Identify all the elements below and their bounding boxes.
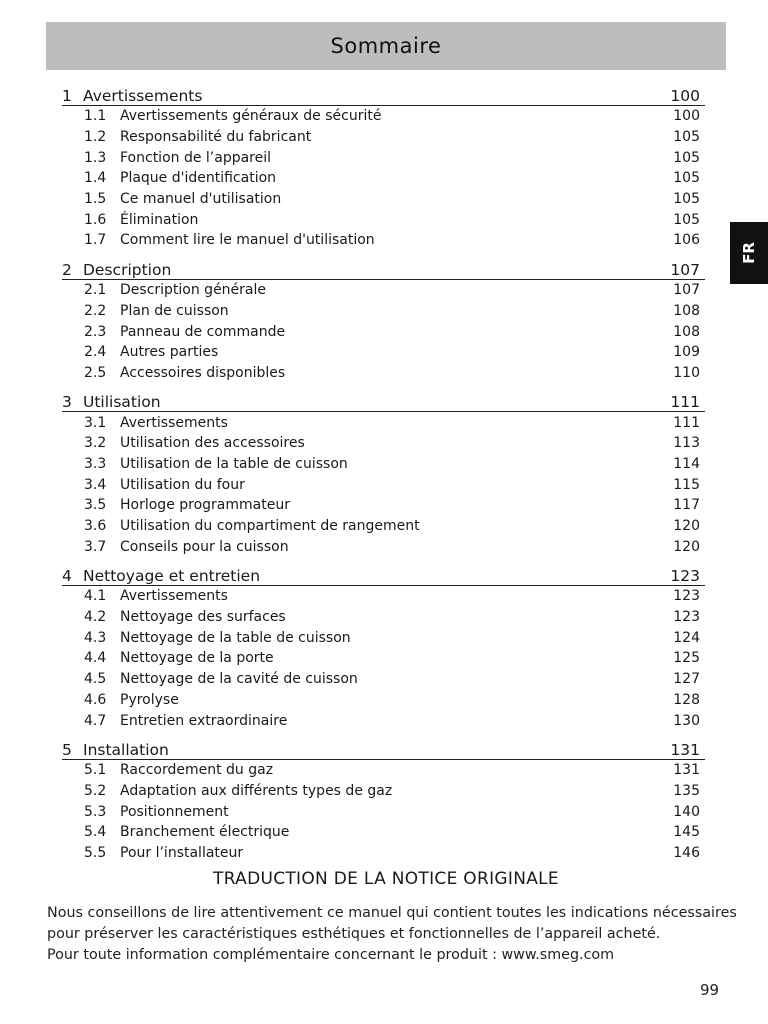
- toc-item-page: 105: [673, 129, 700, 146]
- toc-item-page: 123: [673, 588, 700, 605]
- toc-item-title: Branchement électrique: [120, 824, 290, 841]
- toc-section-heading[interactable]: [62, 389, 705, 412]
- toc-item-page: 123: [673, 609, 700, 626]
- toc-subsection-item[interactable]: [62, 495, 705, 516]
- toc-section-page: 123: [670, 567, 700, 586]
- toc-item-number: 1.4: [84, 170, 107, 187]
- toc-item-page: 124: [673, 629, 700, 646]
- table-of-contents: [62, 83, 705, 869]
- toc-item-title: Raccordement du gaz: [120, 762, 274, 779]
- toc-item-page: 115: [673, 476, 700, 493]
- toc-item-page: 100: [673, 108, 700, 125]
- toc-item-title: Plan de cuisson: [120, 302, 229, 319]
- toc-section-title: Description: [83, 260, 172, 279]
- toc-item-title: Utilisation de la table de cuisson: [120, 455, 348, 472]
- toc-subsection-item[interactable]: [62, 474, 705, 495]
- toc-section-number: 1: [62, 87, 72, 105]
- toc-item-page: 131: [673, 762, 700, 779]
- toc-item-title: Élimination: [120, 211, 199, 228]
- toc-item-title: Accessoires disponibles: [120, 364, 286, 381]
- language-tab: [730, 222, 768, 284]
- toc-subsection-item[interactable]: [62, 321, 705, 342]
- toc-section: [62, 389, 705, 557]
- toc-item-page: 120: [673, 518, 700, 535]
- toc-item-page: 135: [673, 782, 700, 799]
- toc-subsection-item[interactable]: [62, 230, 705, 251]
- toc-item-number: 1.6: [84, 211, 107, 228]
- toc-subsection-item[interactable]: [62, 627, 705, 648]
- toc-item-page: 127: [673, 671, 700, 688]
- toc-item-title: Nettoyage de la cavité de cuisson: [120, 671, 358, 688]
- page-number: 99: [700, 981, 720, 999]
- language-tab-label: FR: [739, 242, 758, 264]
- toc-item-number: 3.1: [84, 414, 107, 431]
- toc-item-number: 3.7: [84, 538, 107, 555]
- toc-subsection-item[interactable]: [62, 781, 705, 802]
- toc-section-number: 4: [62, 567, 72, 586]
- toc-item-page: 106: [673, 232, 700, 249]
- toc-item-title: Utilisation du four: [120, 476, 245, 493]
- toc-item-number: 4.3: [84, 629, 107, 646]
- toc-item-title: Adaptation aux différents types de gaz: [120, 782, 393, 799]
- toc-subsection-item[interactable]: [62, 106, 705, 127]
- toc-item-page: 113: [673, 435, 700, 452]
- toc-item-number: 1.1: [84, 108, 107, 125]
- intro-note-paragraph: Nous conseillons de lire attentivement ce manuel qui contient toutes les indications nécessaires pour préserver les caractéristiques esthétiques et fonctionnelles de l’appareil acheté.: [47, 905, 737, 942]
- toc-item-title: Avertissements: [120, 588, 228, 605]
- toc-item-page: 105: [673, 191, 700, 208]
- toc-section-title: Avertissements: [83, 87, 203, 105]
- toc-item-title: Nettoyage de la table de cuisson: [120, 629, 351, 646]
- toc-item-title: Responsabilité du fabricant: [120, 129, 312, 146]
- toc-item-number: 4.7: [84, 712, 107, 729]
- toc-item-title: Ce manuel d'utilisation: [120, 191, 282, 208]
- toc-item-page: 120: [673, 538, 700, 555]
- toc-item-page: 125: [673, 650, 700, 667]
- toc-section: [62, 737, 705, 863]
- toc-subsection-item[interactable]: [62, 209, 705, 230]
- toc-item-number: 4.5: [84, 671, 107, 688]
- toc-item-page: 140: [673, 803, 700, 820]
- toc-section-heading[interactable]: [62, 563, 705, 586]
- toc-subsection-item[interactable]: [62, 168, 705, 189]
- toc-item-number: 3.3: [84, 455, 107, 472]
- toc-subsection-item[interactable]: [62, 516, 705, 537]
- toc-item-page: 108: [673, 323, 700, 340]
- toc-section-title: Nettoyage et entretien: [83, 567, 261, 586]
- toc-section-title: Installation: [83, 740, 169, 759]
- toc-subsection-item[interactable]: [62, 690, 705, 711]
- toc-item-page: 108: [673, 302, 700, 319]
- toc-item-page: 105: [673, 211, 700, 228]
- toc-section-title: Utilisation: [83, 393, 161, 412]
- toc-subsection-list: [62, 586, 705, 731]
- toc-item-number: 2.4: [84, 344, 107, 361]
- toc-item-title: Avertissements généraux de sécurité: [120, 108, 382, 125]
- toc-item-title: Nettoyage des surfaces: [120, 609, 286, 626]
- toc-item-number: 3.5: [84, 497, 107, 514]
- toc-section-page: 100: [670, 87, 700, 105]
- toc-subsection-list: [62, 280, 705, 383]
- toc-item-number: 5.4: [84, 824, 107, 841]
- toc-subsection-list: [62, 106, 705, 251]
- intro-note: [47, 903, 737, 966]
- toc-item-title: Description générale: [120, 282, 267, 299]
- toc-section-page: 107: [670, 260, 700, 279]
- toc-section-page: 131: [670, 740, 700, 759]
- toc-item-number: 1.5: [84, 191, 107, 208]
- toc-item-title: Pour l’installateur: [120, 844, 244, 861]
- toc-subsection-item[interactable]: [62, 586, 705, 607]
- toc-subsection-item[interactable]: [62, 710, 705, 731]
- toc-section: [62, 257, 705, 383]
- toc-item-title: Panneau de commande: [120, 323, 286, 340]
- toc-subsection-item[interactable]: [62, 801, 705, 822]
- page-header: [46, 22, 726, 70]
- toc-item-number: 5.5: [84, 844, 107, 861]
- toc-item-number: 2.2: [84, 302, 107, 319]
- toc-subsection-item[interactable]: [62, 669, 705, 690]
- toc-item-title: Autres parties: [120, 344, 219, 361]
- toc-section-number: 5: [62, 740, 72, 759]
- toc-subsection-item[interactable]: [62, 843, 705, 864]
- toc-section-heading[interactable]: [62, 737, 705, 760]
- toc-item-number: 5.3: [84, 803, 107, 820]
- toc-item-number: 4.4: [84, 650, 107, 667]
- toc-subsection-item[interactable]: [62, 412, 705, 433]
- toc-subsection-item[interactable]: [62, 648, 705, 669]
- toc-subsection-list: [62, 412, 705, 557]
- toc-item-number: 3.6: [84, 518, 107, 535]
- toc-item-page: 110: [673, 364, 700, 381]
- toc-section-number: 2: [62, 260, 72, 279]
- toc-subsection-item[interactable]: [62, 433, 705, 454]
- toc-item-page: 117: [673, 497, 700, 514]
- toc-subsection-item[interactable]: [62, 822, 705, 843]
- toc-item-title: Plaque d'identification: [120, 170, 277, 187]
- toc-subsection-item[interactable]: [62, 536, 705, 557]
- toc-item-number: 2.3: [84, 323, 107, 340]
- toc-item-title: Comment lire le manuel d'utilisation: [120, 232, 375, 249]
- toc-item-page: 105: [673, 170, 700, 187]
- toc-section: [62, 83, 705, 251]
- toc-item-page: 107: [673, 282, 700, 299]
- toc-item-number: 3.4: [84, 476, 107, 493]
- toc-section-number: 3: [62, 393, 72, 412]
- toc-item-title: Positionnement: [120, 803, 229, 820]
- toc-item-page: 114: [673, 455, 700, 472]
- toc-subsection-item[interactable]: [62, 342, 705, 363]
- toc-item-title: Entretien extraordinaire: [120, 712, 288, 729]
- toc-item-title: Utilisation des accessoires: [120, 435, 305, 452]
- toc-subsection-list: [62, 760, 705, 863]
- toc-item-number: 2.5: [84, 364, 107, 381]
- toc-item-title: Utilisation du compartiment de rangement: [120, 518, 420, 535]
- toc-section-page: 111: [670, 393, 700, 412]
- toc-subsection-item[interactable]: [62, 280, 705, 301]
- toc-item-title: Pyrolyse: [120, 691, 179, 708]
- document-subtitle: TRADUCTION DE LA NOTICE ORIGINALE: [213, 869, 559, 889]
- toc-item-number: 5.2: [84, 782, 107, 799]
- toc-item-number: 4.6: [84, 691, 107, 708]
- toc-item-title: Horloge programmateur: [120, 497, 290, 514]
- toc-item-page: 111: [673, 414, 700, 431]
- toc-item-page: 105: [673, 149, 700, 166]
- toc-item-page: 146: [673, 844, 700, 861]
- toc-item-number: 1.7: [84, 232, 107, 249]
- toc-section: [62, 563, 705, 731]
- toc-item-page: 130: [673, 712, 700, 729]
- page-title: Sommaire: [330, 34, 442, 58]
- toc-section-heading[interactable]: [62, 83, 705, 106]
- toc-subsection-item[interactable]: [62, 363, 705, 384]
- toc-subsection-item[interactable]: [62, 607, 705, 628]
- toc-item-number: 3.2: [84, 435, 107, 452]
- toc-item-number: 4.2: [84, 609, 107, 626]
- toc-item-page: 145: [673, 824, 700, 841]
- toc-item-page: 109: [673, 344, 700, 361]
- toc-subsection-item[interactable]: [62, 127, 705, 148]
- toc-item-number: 1.3: [84, 149, 107, 166]
- toc-item-title: Avertissements: [120, 414, 228, 431]
- toc-subsection-item[interactable]: [62, 189, 705, 210]
- toc-section-heading[interactable]: [62, 257, 705, 280]
- toc-subsection-item[interactable]: [62, 454, 705, 475]
- toc-item-page: 128: [673, 691, 700, 708]
- toc-item-title: Nettoyage de la porte: [120, 650, 274, 667]
- intro-note-website: Pour toute information complémentaire concernant le produit : www.smeg.com: [47, 947, 615, 963]
- toc-item-title: Conseils pour la cuisson: [120, 538, 289, 555]
- toc-item-number: 4.1: [84, 588, 107, 605]
- toc-subsection-item[interactable]: [62, 301, 705, 322]
- toc-item-title: Fonction de l’appareil: [120, 149, 272, 166]
- toc-subsection-item[interactable]: [62, 147, 705, 168]
- toc-subsection-item[interactable]: [62, 760, 705, 781]
- toc-item-number: 1.2: [84, 129, 107, 146]
- toc-item-number: 2.1: [84, 282, 107, 299]
- toc-item-number: 5.1: [84, 762, 107, 779]
